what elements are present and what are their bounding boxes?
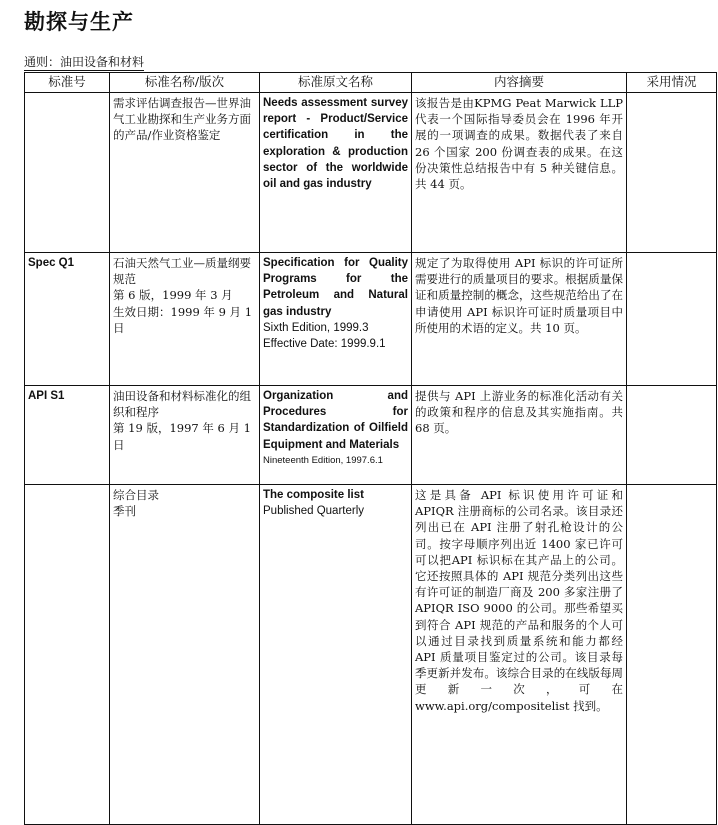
- standard-en-cell: [260, 93, 412, 253]
- standard-cn-cell: [110, 253, 260, 386]
- standard-adoption: [627, 253, 717, 386]
- section-label: 通则：油田设备和材料: [24, 55, 145, 69]
- standard-en-title: Needs assessment survey report - Product/Service certification in the exploration & production sector of the worldwide oil and gas industry: [263, 97, 408, 191]
- standard-code: [25, 485, 110, 825]
- header-standard-number: 标准号: [25, 73, 110, 93]
- table-row: [25, 485, 717, 825]
- standard-cn-cell: [110, 485, 260, 825]
- standard-cn-cell: [110, 386, 260, 485]
- standard-en-title: Organization and Procedures for Standardization of Oilfield Equipment and Materials: [263, 390, 408, 451]
- standard-cn-title: 综合目录: [113, 488, 159, 502]
- standard-cn-edition: 季刊: [113, 504, 136, 519]
- standard-adoption: [627, 93, 717, 253]
- page-title: 勘探与生产: [24, 9, 134, 34]
- standard-en-title: Specification for Quality Programs for the Petroleum and Natural gas industry: [263, 257, 408, 318]
- standard-summary: 这是具备 API 标识使用许可证和 APIQR 注册商标的公司名录。该目录还列出已在 API 注册了射孔枪设计的公司。按字母顺序列出近 1400 家已许可可以把API 标识标在其产品上的公司。它还按照具体的 API 规范分类列出这些有许可证的制造厂商及 200 多家注册了 APIQR ISO 9000 的公司。那些希望买到符合 API 规范的产品和服务的个人可以通过目录找到质量系统和能力都经 API 质量项目鉴定过的公司。该目录每季更新并发布。该综合目录的在线版每周更新一次，可在 www.api.org/compositelist 找到。: [412, 485, 627, 825]
- table-header-row: [25, 73, 717, 93]
- standard-cn-edition: 第 6 版，1999 年 3 月 生效日期：1999 年 9 月 1 日: [113, 288, 253, 335]
- table-row: [25, 93, 717, 253]
- standard-summary: 提供与 API 上游业务的标准化活动有关的政策和程序的信息及其实施指南。共 68 页。: [412, 386, 627, 485]
- standard-cn-edition: 第 19 版，1997 年 6 月 1 日: [113, 421, 251, 452]
- header-standard-name-edition: 标准名称/版次: [110, 73, 260, 93]
- standard-en-edition: Published Quarterly: [263, 505, 364, 518]
- header-original-title: 标准原文名称: [260, 73, 412, 93]
- standard-en-edition: Sixth Edition, 1999.3 Effective Date: 1999.9.1: [263, 321, 386, 351]
- standard-code: Spec Q1: [25, 253, 110, 386]
- standard-en-edition: Nineteenth Edition, 1997.6.1: [263, 454, 383, 466]
- standard-code: API S1: [25, 386, 110, 485]
- standard-cn-title: 需求评估调查报告—世界油气工业勘探和生产业务方面的产品/作业资格鉴定: [113, 96, 251, 143]
- standard-en-cell: [260, 386, 412, 485]
- standard-summary: 规定了为取得使用 API 标识的许可证所需要进行的质量项目的要求。根据质量保证和质量控制的概念，这些规范给出了在申请使用 API 标识许可证时质量项目中所使用的术语的定义。共 10 页。: [412, 253, 627, 386]
- standard-summary: 该报告是由KPMG Peat Marwick LLP 代表一个国际指导委员会在 1996 年开展的一项调查的成果。数据代表了来自 26 个国家 200 份调查表的成果。在这份决策性总结报告中有 5 种关键信息。共 44 页。: [412, 93, 627, 253]
- table-row: [25, 253, 717, 386]
- standard-en-cell: [260, 253, 412, 386]
- standard-adoption: [627, 485, 717, 825]
- header-summary: 内容摘要: [412, 73, 627, 93]
- header-adoption: 采用情况: [627, 73, 717, 93]
- standard-en-cell: [260, 485, 412, 825]
- standard-adoption: [627, 386, 717, 485]
- standard-cn-title: 石油天然气工业—质量纲要规范: [113, 256, 251, 287]
- standard-cn-title: 油田设备和材料标准化的组织和程序: [113, 389, 251, 420]
- table-row: [25, 386, 717, 485]
- standards-table: [24, 72, 717, 825]
- standard-en-title: The composite list: [263, 489, 364, 501]
- standard-cn-cell: [110, 93, 260, 253]
- standard-code: [25, 93, 110, 253]
